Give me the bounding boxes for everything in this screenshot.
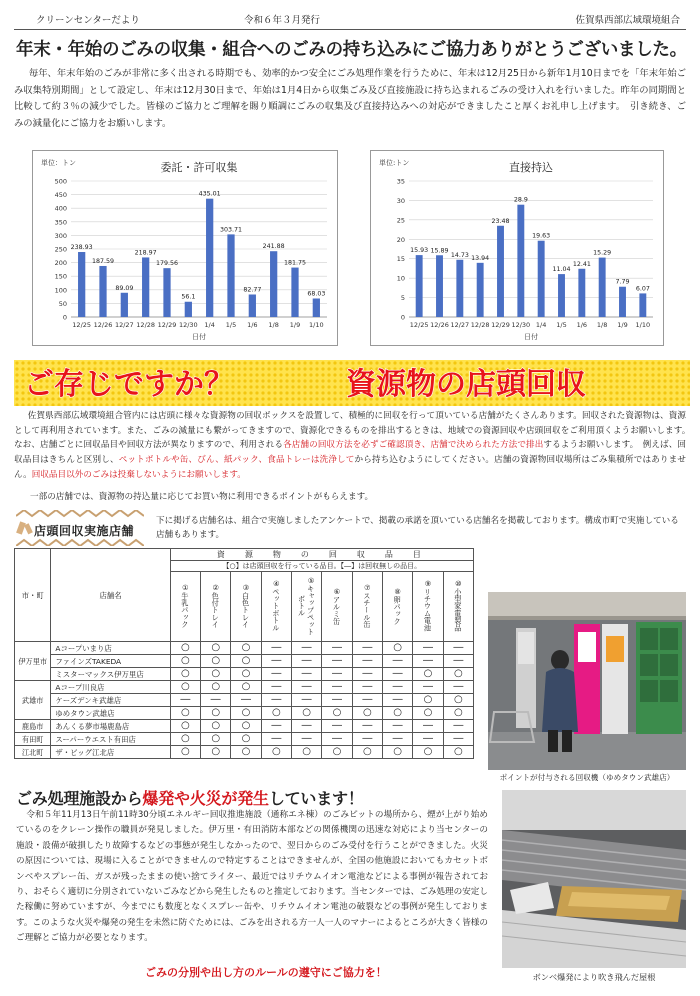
collection-mark-cell: ―	[322, 668, 352, 681]
chart-data-label: 23.48	[491, 217, 510, 225]
chart-data-label: 6.07	[635, 285, 650, 293]
chart-bar	[99, 266, 106, 317]
shop-name-cell: ミスターマックス伊万里店	[51, 668, 170, 681]
collection-mark-cell: ○	[413, 694, 443, 707]
item-column-label: ③白色トレイ	[241, 583, 251, 628]
collection-mark-cell: ○	[231, 720, 261, 733]
chart-ytick-label: 450	[54, 191, 67, 200]
chart-unit-label: 単位:トン	[379, 159, 410, 167]
collection-mark-cell: ○	[322, 707, 352, 720]
chart-bar	[639, 293, 646, 317]
city-cell: 有田町	[15, 733, 51, 746]
collection-mark-cell: ○	[292, 746, 322, 759]
collection-mark-cell: ○	[352, 707, 382, 720]
banner	[14, 360, 690, 406]
collection-mark-cell: ―	[413, 642, 443, 655]
collection-mark-cell: ―	[292, 733, 322, 746]
chart-bar	[477, 263, 484, 317]
chart-ytick-label: 350	[54, 218, 67, 227]
collection-mark-cell: ○	[201, 720, 231, 733]
collection-mark-cell: ―	[231, 694, 261, 707]
chart-bar	[185, 302, 192, 317]
collection-mark-cell: ○	[443, 694, 473, 707]
chart-ytick-label: 0	[400, 313, 405, 322]
page-header	[14, 8, 686, 30]
item-column-label: ⑦スチール缶	[362, 583, 372, 628]
section3-title-b: しています！	[268, 789, 364, 808]
chart-xtick-label: 12/25	[409, 321, 429, 329]
recycling-machine-photo	[488, 592, 686, 770]
item-column-label: ⑥アルミ缶	[332, 586, 342, 625]
items-legend: 【○】は店頭回収を行っている品目。【―】は回収無しの品目。	[170, 561, 473, 572]
collection-mark-cell: ―	[352, 720, 382, 733]
collection-mark-cell: ○	[382, 707, 412, 720]
points-note: 一部の店舗では、資源物の持込量に応じてお買い物に利用できるポイントがもらえます。	[30, 492, 374, 502]
section3-closing: ごみの分別や出し方のルールの遵守にご協力を！	[145, 966, 387, 979]
shop-name-cell: ファインズTAKEDA	[51, 655, 170, 668]
item-column-label: ⑤キャップペットボトル	[297, 575, 316, 636]
chart-data-label: 68.03	[307, 290, 326, 298]
section2-red-3: 回収品目以外のごみは投棄しないようにお願いします。	[31, 469, 246, 480]
collection-mark-cell: ○	[443, 746, 473, 759]
collection-mark-cell: ―	[322, 720, 352, 733]
chart-data-label: 181.75	[283, 259, 307, 267]
table-row	[15, 746, 474, 759]
chart-data-label: 218.97	[134, 249, 157, 257]
section2-text-c: から持ち込むようにしてください。店舗の資源物回収場所はごみ集積所ではありません。	[14, 455, 686, 480]
chart-data-label: 179.56	[155, 260, 179, 268]
collection-mark-cell: ○	[413, 707, 443, 720]
shops-title: 店頭回収実施店舗	[34, 524, 135, 538]
chart-bar	[121, 293, 128, 317]
chart-data-label: 15.89	[430, 247, 449, 255]
collection-mark-cell: ○	[261, 707, 291, 720]
section1-title: 年末・年始のごみの収集・組合へのごみの持ち込みにご協力ありがとうございました。	[16, 40, 687, 60]
recycling-table	[14, 548, 474, 759]
chart-bar	[78, 252, 85, 317]
chart-xtick-label: 12/30	[511, 321, 531, 329]
chart-svg	[371, 151, 663, 345]
collection-mark-cell: ―	[443, 720, 473, 733]
collection-mark-cell: ○	[352, 746, 382, 759]
chart-bar	[416, 255, 423, 317]
chart-data-label: 14.73	[450, 251, 469, 259]
collection-mark-cell: ○	[201, 733, 231, 746]
chart-data-label: 238.93	[70, 244, 93, 252]
item-column-header	[413, 572, 443, 642]
chart-xtick-label: 1/6	[576, 321, 588, 329]
chart-xtick-label: 1/5	[556, 321, 567, 329]
collection-mark-cell: ―	[292, 694, 322, 707]
collection-mark-cell: ○	[201, 707, 231, 720]
collection-mark-cell: ○	[201, 655, 231, 668]
chart-ytick-label: 20	[396, 235, 405, 244]
shop-name-cell: Aコープ川良店	[51, 681, 170, 694]
collection-mark-cell: ―	[292, 720, 322, 733]
chart-bar	[270, 251, 277, 317]
chart-ytick-label: 10	[396, 274, 405, 283]
collection-mark-cell: ○	[413, 668, 443, 681]
section3-title-red: 爆発や火災が発生	[142, 789, 269, 808]
chart-x-axis-label: 日付	[192, 333, 206, 341]
table-row	[15, 733, 474, 746]
chart-data-label: 187.59	[91, 257, 115, 265]
chart-bar	[291, 268, 298, 317]
chart-ytick-label: 300	[54, 231, 67, 240]
collection-mark-cell: ○	[170, 681, 200, 694]
table-body	[15, 642, 474, 759]
chart-bar	[578, 269, 585, 317]
chart-ytick-label: 15	[396, 255, 405, 264]
collection-mark-cell: ―	[261, 733, 291, 746]
collection-mark-cell: ○	[322, 746, 352, 759]
chart-data-label: 7.79	[615, 278, 630, 286]
chart-data-label: 303.71	[219, 226, 243, 234]
chart-xtick-label: 1/4	[204, 321, 215, 329]
collection-mark-cell: ―	[413, 733, 443, 746]
shop-name-cell: スーパーウエスト有田店	[51, 733, 170, 746]
chart-xtick-label: 12/29	[491, 321, 510, 329]
chart-ytick-label: 200	[54, 259, 67, 268]
section3-title	[16, 786, 364, 809]
item-column-label: ④ペットボトル	[271, 579, 281, 632]
item-column-header	[382, 572, 412, 642]
chart-bar	[497, 226, 504, 317]
col-city: 市・町	[15, 549, 51, 642]
collection-mark-cell: ―	[322, 655, 352, 668]
item-column-label: ⑧卵パック	[393, 586, 403, 625]
collection-mark-cell: ○	[382, 746, 412, 759]
collection-mark-cell: ―	[382, 655, 412, 668]
collection-mark-cell: ―	[352, 668, 382, 681]
chart-xtick-label: 1/8	[268, 321, 279, 329]
collection-mark-cell: ○	[443, 707, 473, 720]
section1-body: 毎年、年末年始のごみが非常に多く出される時期でも、効率的かつ安全にごみ処理作業を行うために、年末は12月25日から新年1月10日までを「年末年始ごみ収集特別期間」として設定し、年末は12月30日まで、年始は1月4日から収集ごみ及び直接施設に持ち込まれるごみの受け入れを行いました。昨年の同期間と比較して約３％の減少でした。皆様のご協力とご理解を賜り順調にごみの収集及び直接持込みへの対応ができましたこと厚くお礼申し上げます。 引き続き、ごみの減量化にご協力をお願いします。	[14, 68, 686, 129]
collection-mark-cell: ―	[352, 642, 382, 655]
collection-mark-cell: ―	[352, 694, 382, 707]
collection-mark-cell: ○	[201, 642, 231, 655]
item-column-header	[170, 572, 200, 642]
collection-mark-cell: ―	[382, 733, 412, 746]
shop-name-cell: ケーズデンキ武雄店	[51, 694, 170, 707]
table-row	[15, 694, 474, 707]
chart-data-label: 241.88	[262, 243, 285, 251]
chart-ytick-label: 25	[396, 216, 405, 225]
chart-ytick-label: 0	[62, 313, 67, 322]
chart-x-axis-label: 日付	[524, 333, 538, 341]
shop-name-cell: あんくる夢市場鹿島店	[51, 720, 170, 733]
chart-bar	[206, 199, 213, 317]
collection-mark-cell: ○	[170, 733, 200, 746]
item-column-label: ⑩小型家電製品	[453, 579, 463, 632]
section2-text-b: するようお願いします。 例えば、回収品目はきちんと区別し、	[14, 440, 686, 466]
collection-mark-cell: ―	[443, 681, 473, 694]
chart-unit-label: 単位：トン	[41, 159, 76, 167]
collection-mark-cell: ―	[382, 720, 412, 733]
banner-right: 資源物の店頭回収	[346, 367, 586, 402]
collection-mark-cell: ○	[170, 668, 200, 681]
chart-data-label: 89.09	[115, 284, 134, 292]
shop-name-cell: ゆめタウン武雄店	[51, 707, 170, 720]
collection-mark-cell: ○	[443, 668, 473, 681]
collection-mark-cell: ―	[382, 668, 412, 681]
collection-mark-cell: ○	[201, 681, 231, 694]
item-column-header	[261, 572, 291, 642]
chart-xtick-label: 1/9	[617, 321, 628, 329]
chart-title: 直接持込	[509, 161, 553, 174]
collection-mark-cell: ―	[352, 733, 382, 746]
chart-data-label: 82.77	[243, 286, 262, 294]
collection-mark-cell: ―	[382, 694, 412, 707]
collection-mark-cell: ―	[413, 720, 443, 733]
collection-mark-cell: ○	[413, 746, 443, 759]
chart-bar	[142, 257, 149, 317]
collection-mark-cell: ―	[261, 668, 291, 681]
shop-name-cell: Aコープいまり店	[51, 642, 170, 655]
collection-mark-cell: ―	[413, 681, 443, 694]
collection-mark-cell: ―	[261, 694, 291, 707]
chart-xtick-label: 1/10	[309, 321, 324, 329]
chart-xtick-label: 12/25	[72, 321, 92, 329]
item-column-label: ①牛乳パック	[180, 583, 190, 628]
chart-xtick-label: 1/10	[635, 321, 651, 329]
collection-mark-cell: ―	[322, 694, 352, 707]
chart-xtick-label: 1/6	[247, 321, 258, 329]
table-row	[15, 707, 474, 720]
collection-mark-cell: ○	[231, 668, 261, 681]
collection-mark-cell: ―	[382, 681, 412, 694]
item-column-header	[292, 572, 322, 642]
collection-mark-cell: ○	[201, 746, 231, 759]
collection-mark-cell: ―	[322, 681, 352, 694]
city-cell: 鹿島市	[15, 720, 51, 733]
chart-xtick-label: 12/26	[430, 321, 449, 329]
chart-bar	[599, 258, 606, 317]
chart-xtick-label: 12/28	[136, 321, 156, 329]
chart-xtick-label: 12/28	[470, 321, 490, 329]
collection-mark-cell: ○	[231, 707, 261, 720]
table-row	[15, 655, 474, 668]
chart-bar	[517, 205, 524, 317]
collection-mark-cell: ○	[170, 720, 200, 733]
item-column-header	[201, 572, 231, 642]
chart-xtick-label: 12/29	[157, 321, 177, 329]
chart-data-label: 15.93	[410, 247, 429, 255]
chart-ytick-label: 100	[54, 286, 67, 295]
collection-mark-cell: ―	[443, 655, 473, 668]
shops-intro: 下に掲げる店舗名は、組合で実施しましたアンケートで、掲載の承諾を頂いている店舗名を掲載しております。構成市町で実施している店舗もあります。	[156, 516, 679, 540]
collection-mark-cell: ○	[231, 642, 261, 655]
section3-title-a: ごみ処理施設から	[16, 789, 143, 808]
section2-red-1: 各店舗の回収方法を必ずご確認頂き、店舗で決められた方法で排出	[283, 440, 544, 451]
collection-mark-cell: ―	[201, 694, 231, 707]
item-column-label: ⑨リチウム電池	[423, 579, 433, 632]
collection-mark-cell: ○	[201, 668, 231, 681]
collection-mark-cell: ○	[292, 707, 322, 720]
chart-bar	[558, 274, 565, 317]
collection-mark-cell: ○	[231, 733, 261, 746]
table-row	[15, 681, 474, 694]
chart-data-label: 56.1	[181, 293, 196, 301]
section2-body	[14, 409, 695, 483]
items-header: 資 源 物 の 回 収 品 目	[170, 549, 473, 561]
item-column-header	[352, 572, 382, 642]
chart-svg	[33, 151, 337, 345]
chart-bar	[249, 294, 256, 317]
chart-xtick-label: 12/27	[450, 321, 470, 329]
shop-name-cell: ザ・ビッグ江北店	[51, 746, 170, 759]
chart-ytick-label: 500	[54, 177, 67, 186]
collection-mark-cell: ―	[443, 642, 473, 655]
collection-mark-cell: ―	[322, 642, 352, 655]
publisher: 佐賀県西部広域環境組合	[575, 15, 680, 26]
item-column-header	[231, 572, 261, 642]
section3-body: 令和５年11月13日午前11時30分頃エネルギー回収推進施設（通称エネ棟）のごみピットの場所から、煙が上がり始めているのをクレーン操作の職員が発見しました。伊万里・有田消防本部などの関係機関の迅速な対応により当センターの施設・設備が破損したり故障するなどの事態が発生しなかったので、翌日からのごみ受付を行うことができました。火災の原因については、現場に入ることができませんので特定することはできませんが、全国の他施設においてもカセットボンベやスプレー缶、ガスが残ったままの使い捨てライター、最近ではリチウムイオン電池などによる事例が報告されており、おそらく適切に分別されていないごみなどから発生したものと推定しております。当センターでは、ごみ処理の安定した稼働に努めていますが、今までにも数度となくスプレー缶や、リチウムイオン電池の破裂などの事例が発生しております。このような火災や爆発の発生を未然に防ぐためには、ごみを出される方一人一人のマナーによるところが大きく皆様のご理解とご協力が必要となります。	[16, 810, 488, 944]
collection-mark-cell: ○	[382, 642, 412, 655]
chart-data-label: 435.01	[198, 190, 221, 198]
chart-ytick-label: 50	[58, 299, 67, 308]
chart-bar	[456, 260, 463, 317]
chart-bar	[313, 298, 320, 317]
photo1-caption: ポイントが付与される回収機（ゆめタウン武雄店）	[499, 773, 675, 782]
city-cell: 江北町	[15, 746, 51, 759]
chart-bar	[619, 287, 626, 317]
collection-mark-cell: ―	[261, 681, 291, 694]
chart-data-label: 19.63	[532, 232, 551, 240]
table-row	[15, 642, 474, 655]
chart-ytick-label: 35	[396, 177, 405, 186]
chart-title: 委託・許可収集	[160, 161, 238, 174]
section2-red-2: ペットボトルや缶、びん、紙パック、食品トレーは洗浄して	[118, 455, 355, 466]
chart-ytick-label: 5	[400, 294, 405, 303]
collection-mark-cell: ―	[292, 655, 322, 668]
item-column-header	[322, 572, 352, 642]
collection-mark-cell: ―	[292, 642, 322, 655]
city-cell: 武雄市	[15, 681, 51, 720]
newsletter-name: クリーンセンターだより	[36, 15, 140, 26]
collection-mark-cell: ―	[170, 694, 200, 707]
chart-xtick-label: 1/4	[535, 321, 547, 329]
chart-xtick-label: 12/30	[178, 321, 198, 329]
chart-xtick-label: 12/26	[93, 321, 113, 329]
collection-mark-cell: ―	[352, 681, 382, 694]
chart-ytick-label: 250	[54, 245, 67, 254]
chart-xtick-label: 1/5	[225, 321, 237, 329]
collection-mark-cell: ○	[231, 655, 261, 668]
collection-mark-cell: ―	[292, 668, 322, 681]
chart-collection	[32, 150, 338, 346]
banner-left: ご存じですか？	[24, 367, 234, 402]
collection-mark-cell: ―	[352, 655, 382, 668]
chart-xtick-label: 1/9	[289, 321, 301, 329]
chart-data-label: 12.41	[572, 260, 591, 268]
chart-xtick-label: 12/27	[114, 321, 134, 329]
collection-mark-cell: ○	[170, 707, 200, 720]
damaged-roof-photo	[502, 790, 686, 968]
item-column-header	[443, 572, 473, 642]
chart-bar	[163, 268, 170, 317]
section2-text-a: 佐賀県西部広域環境組合管内には店頭に様々な資源物の回収ボックスを設置して、積極的に回収を行って頂いている店舗がたくさんあります。回収された資源物は、資源として再利用されています。また、ごみの減量にも繋がってきますので、資源化できるものを排出するときは、地域での資源回収や店頭回収をご利用頂くようお願いします。 なお、店舗ごとに回収品目や回収方法が異なりますので、利用される	[14, 411, 695, 451]
table-row	[15, 668, 474, 681]
col-shop: 店舗名	[51, 549, 170, 642]
item-column-label: ②色付トレイ	[211, 583, 221, 628]
collection-mark-cell: ○	[170, 655, 200, 668]
city-cell: 伊万里市	[15, 642, 51, 681]
chart-bar	[436, 255, 443, 317]
collection-mark-cell: ―	[443, 733, 473, 746]
chart-direct	[370, 150, 664, 346]
chart-ytick-label: 150	[54, 272, 67, 281]
chart-bar	[227, 234, 234, 317]
table-row	[15, 720, 474, 733]
chart-data-label: 28.9	[513, 196, 528, 204]
collection-mark-cell: ―	[261, 655, 291, 668]
collection-mark-cell: ―	[413, 655, 443, 668]
collection-mark-cell: ○	[170, 642, 200, 655]
collection-mark-cell: ―	[322, 733, 352, 746]
chart-ytick-label: 30	[396, 196, 405, 205]
chart-data-label: 11.04	[552, 266, 571, 274]
chart-data-label: 13.94	[471, 254, 490, 262]
chart-bar	[538, 241, 545, 317]
collection-mark-cell: ―	[261, 642, 291, 655]
chart-ytick-label: 400	[54, 204, 67, 213]
collection-mark-cell: ―	[292, 681, 322, 694]
collection-mark-cell: ○	[170, 746, 200, 759]
issue-date: 令和６年３月発行	[244, 15, 321, 26]
collection-mark-cell: ―	[261, 720, 291, 733]
chart-xtick-label: 1/8	[596, 321, 608, 329]
collection-mark-cell: ○	[261, 746, 291, 759]
chart-data-label: 15.29	[593, 249, 612, 257]
photo2-caption: ボンベ爆発により吹き飛んだ屋根	[532, 972, 656, 982]
collection-mark-cell: ○	[231, 681, 261, 694]
collection-mark-cell: ○	[231, 746, 261, 759]
